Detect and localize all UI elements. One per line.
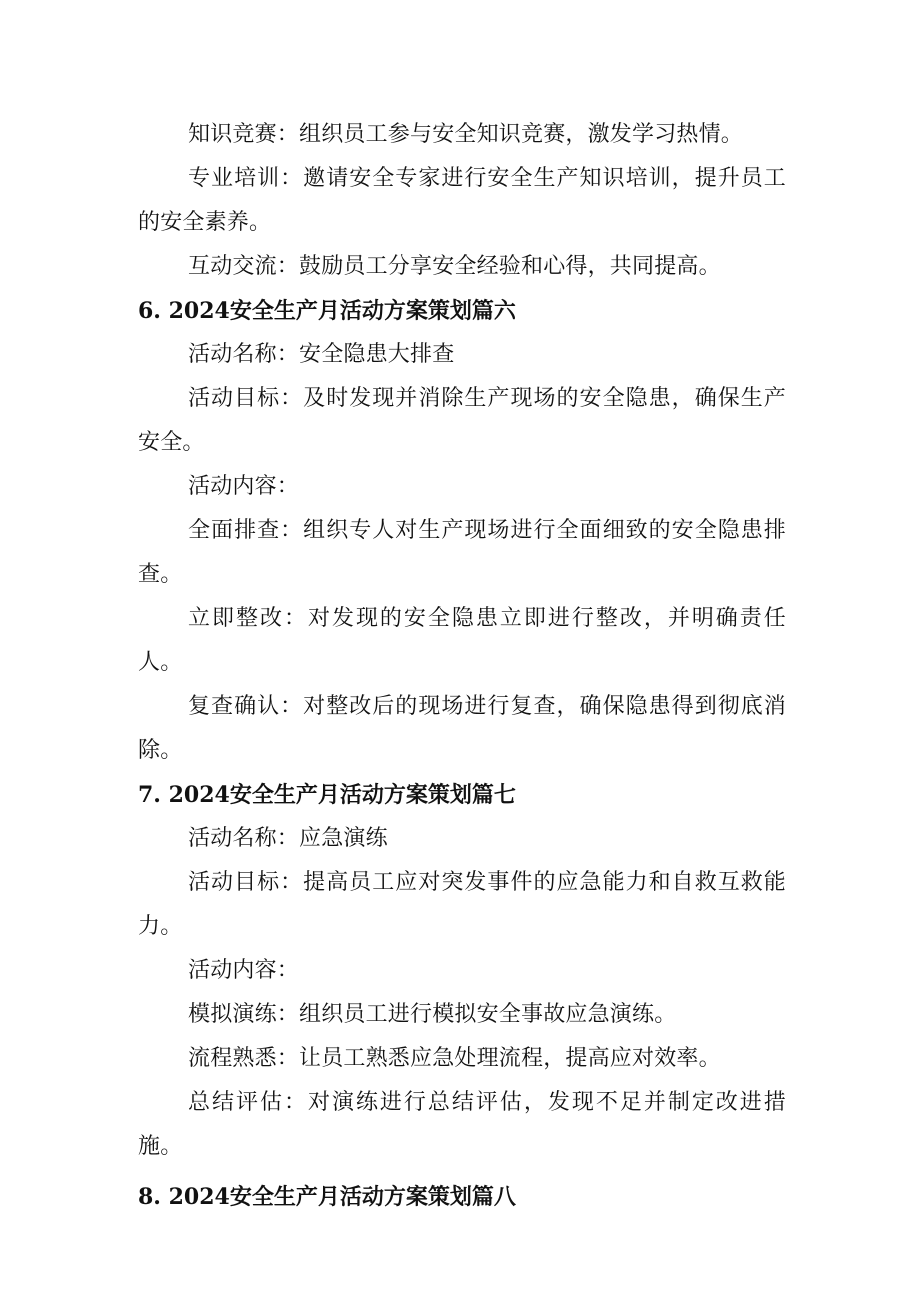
section-heading-8: 8. 2024安全生产月活动方案策划篇八 (138, 1184, 516, 1210)
paragraph-professional-training: 专业培训：邀请安全专家进行安全生产知识培训，提升员工的安全素养。 (138, 166, 786, 235)
paragraph-activity-content-label-6: 活动内容： (188, 474, 300, 499)
paragraph-activity-goal-6: 活动目标：及时发现并消除生产现场的安全隐患，确保生产安全。 (138, 386, 786, 455)
paragraph-full-inspection: 全面排查：组织专人对生产现场进行全面细致的安全隐患排查。 (138, 518, 786, 587)
paragraph-recheck-confirmation: 复查确认：对整改后的现场进行复查，确保隐患得到彻底消除。 (138, 694, 786, 763)
paragraph-interactive-exchange: 互动交流：鼓励员工分享安全经验和心得，共同提高。 (188, 254, 721, 279)
section-heading-6: 6. 2024安全生产月活动方案策划篇六 (138, 298, 516, 324)
document-body (138, 113, 786, 1219)
section-heading-7: 7. 2024安全生产月活动方案策划篇七 (138, 782, 516, 808)
paragraph-activity-name-6: 活动名称：安全隐患大排查 (188, 342, 455, 367)
paragraph-activity-goal-7: 活动目标：提高员工应对突发事件的应急能力和自救互救能力。 (138, 870, 786, 939)
paragraph-activity-content-label-7: 活动内容： (188, 958, 300, 983)
paragraph-summary-evaluation: 总结评估：对演练进行总结评估，发现不足并制定改进措施。 (138, 1090, 786, 1159)
paragraph-simulation-drill: 模拟演练：组织员工进行模拟安全事故应急演练。 (188, 1002, 677, 1027)
paragraph-activity-name-7: 活动名称：应急演练 (188, 826, 388, 851)
paragraph-process-familiarization: 流程熟悉：让员工熟悉应急处理流程，提高应对效率。 (188, 1046, 721, 1071)
paragraph-knowledge-contest: 知识竞赛：组织员工参与安全知识竞赛，激发学习热情。 (188, 122, 744, 147)
paragraph-immediate-rectification: 立即整改：对发现的安全隐患立即进行整改，并明确责任人。 (138, 606, 786, 675)
